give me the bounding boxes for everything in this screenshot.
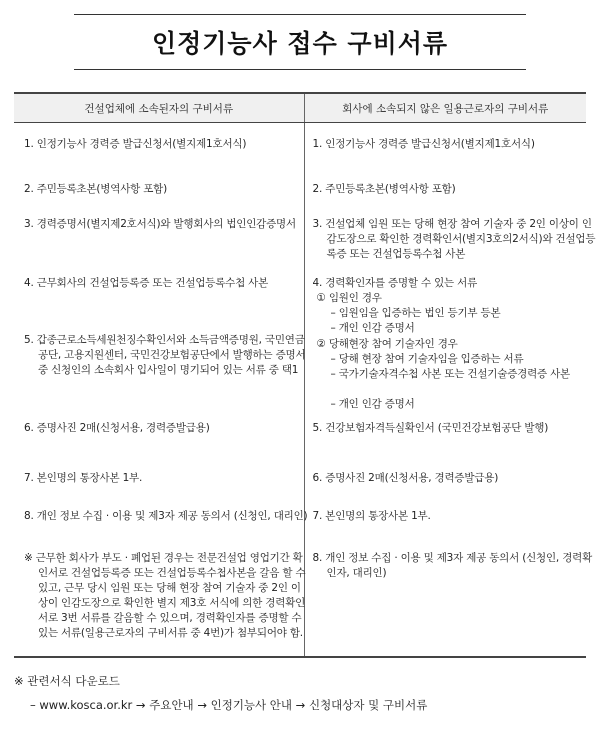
left-item-6: 6. 증명사진 2매(신청서용, 경력증발급용)	[24, 422, 210, 434]
right-item-3: 3. 건설업체 임원 또는 당해 현장 참여 기술자 중 2인 이상이 인감도장으로 확인한 경력확인서(별지3호의2서식)와 건설업등록증 또는 건설업등록수첩 사본	[312, 218, 596, 260]
right-item-7: 7. 본인명의 통장사본 1부.	[312, 510, 431, 522]
left-column-cell	[14, 123, 308, 658]
left-item-8: 8. 개인 정보 수집 · 이용 및 제3자 제공 동의서 (신청인, 대리인)	[24, 510, 308, 522]
right-item-4-case-1-doc-1: – 임원임을 입증하는 법인 등기부 등본	[330, 307, 501, 319]
download-path: – www.kosca.or.kr → 주요안내 → 인정기능사 안내 → 신청대상자 및 구비서류	[30, 698, 428, 712]
right-item-4-case-2-doc-2: – 국가기술자격수첩 사본 또는 건설기술증경력증 사본	[330, 368, 570, 380]
title-banner	[74, 14, 526, 70]
left-item-4: 4. 근무회사의 건설업등록증 또는 건설업등록수첩 사본	[24, 277, 269, 289]
right-item-8: 8. 개인 정보 수집 · 이용 및 제3자 제공 동의서 (신청인, 경력확인자, 대리인)	[312, 552, 593, 579]
right-item-6: 6. 증명사진 2매(신청서용, 경력증발급용)	[312, 472, 499, 484]
right-item-5: 5. 건강보험자격득실확인서 (국민건강보험공단 발행)	[312, 422, 549, 434]
right-item-4-case-1: ① 임원인 경우	[316, 292, 382, 304]
table-header-row	[14, 93, 586, 123]
left-item-5: 5. 갑종근로소득세원천징수확인서와 소득금액증명원, 국민연금공단, 고용지원센터, 국민건강보험공단에서 발행하는 증명서 중 신청인의 소속회사 입사일이 명기되어 있는 서류 중 택1	[24, 334, 306, 376]
right-item-1: 1. 인정기능사 경력증 발급신청서(별지제1호서식)	[312, 138, 535, 150]
left-column	[14, 133, 308, 653]
left-item-3: 3. 경력증명서(별지제2호서식)와 발행회사의 법인인감증명서	[24, 218, 296, 230]
right-column-header: 회사에 소속되지 않은 일용근로자의 구비서류	[304, 93, 586, 123]
related-forms-heading: ※ 관련서식 다운로드	[14, 674, 120, 688]
right-item-4: 4. 경력확인자를 증명할 수 있는 서류	[312, 277, 478, 289]
page-title: 인정기능사 접수 구비서류	[151, 29, 449, 58]
documents-table	[14, 92, 596, 658]
left-item-7: 7. 본인명의 통장사본 1부.	[24, 472, 143, 484]
right-item-4-case-2-doc-3: – 개인 인감 증명서	[330, 398, 415, 410]
left-item-2: 2. 주민등록초본(병역사항 포함)	[24, 183, 168, 195]
right-column-cell	[304, 123, 596, 658]
right-item-4-case-1-doc-2: – 개인 인감 증명서	[330, 322, 415, 334]
left-column-header: 건설업체에 소속된자의 구비서류	[14, 93, 304, 123]
left-note: ※ 근무한 회사가 부도 · 폐업된 경우는 전문건설업 영업기간 확인서로 건설업등록증 또는 건설업등록수첩사본을 갈음 할 수 있고, 근무 당시 임원 또는 당해 현장 참여 기술자 중 2인 이상이 인감도장으로 확인한 별지 제3호 서식에 의한 경력확인서로 3번 서류를 갈음할 수 있으며, 경력확인자를 증명할 수 있는 서류(일용근로자의 구비서류 중 4번)가 첨부되어야 함.	[24, 552, 306, 639]
right-item-4-case-2-doc-1: – 당해 현장 참여 기술자임을 입증하는 서류	[330, 353, 524, 365]
table-body-row	[14, 123, 586, 658]
right-item-4-case-2: ② 당해현장 참여 기술자인 경우	[316, 338, 458, 350]
right-column	[305, 133, 596, 653]
left-item-1: 1. 인정기능사 경력증 발급신청서(별지제1호서식)	[24, 138, 247, 150]
right-item-2: 2. 주민등록초본(병역사항 포함)	[312, 183, 456, 195]
